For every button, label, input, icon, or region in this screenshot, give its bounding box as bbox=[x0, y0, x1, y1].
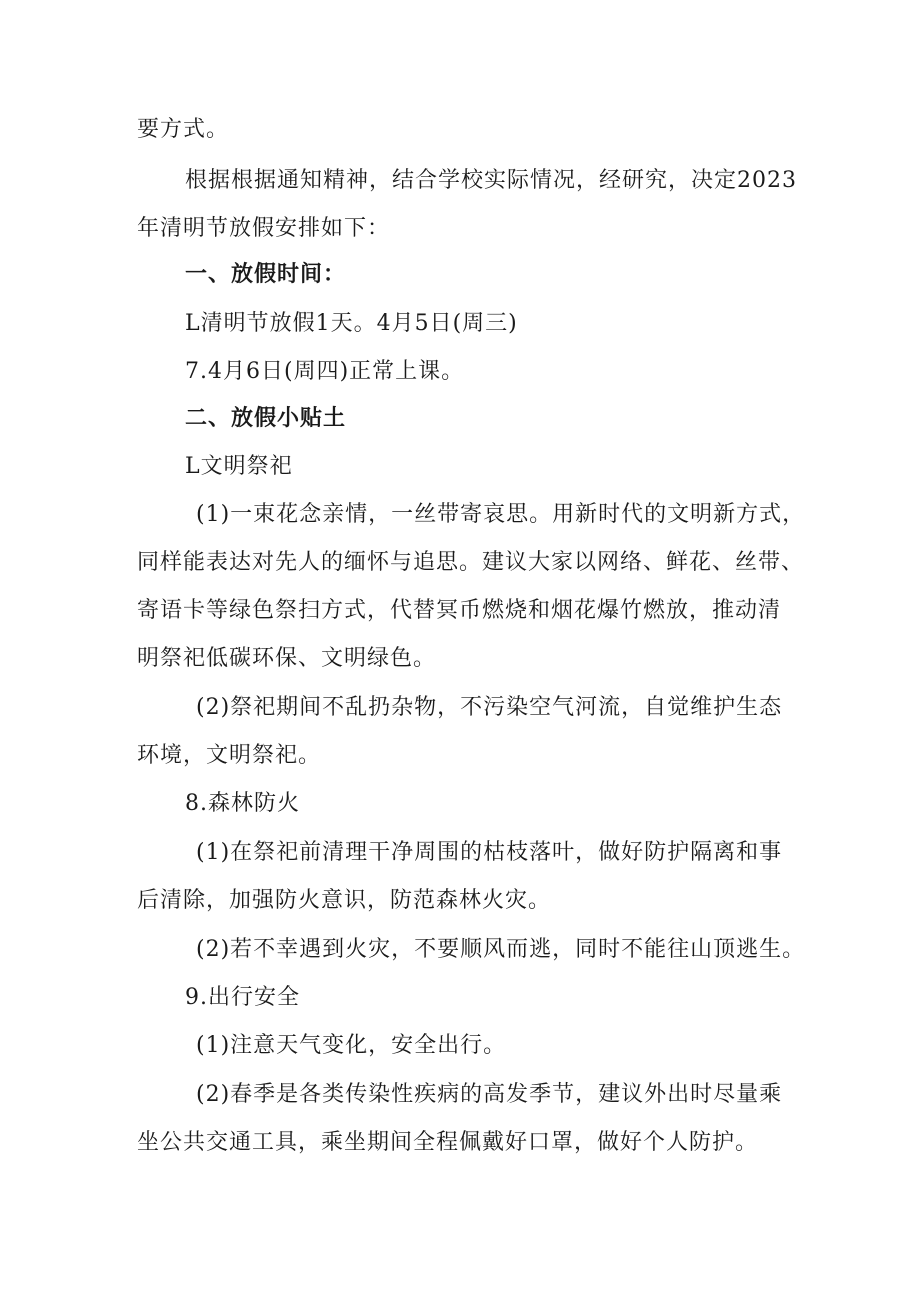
subsection-heading: L文明祭祀 bbox=[185, 454, 293, 479]
paragraph-line: (1)在祭祀前清理干净周围的枯枝落叶，做好防护隔离和事 bbox=[196, 840, 783, 865]
paragraph-line: (1)一束花念亲情，一丝带寄哀思。用新时代的文明新方式， bbox=[196, 502, 806, 527]
paragraph-line: 后清除，加强防火意识，防范森林火灾。 bbox=[137, 888, 552, 913]
paragraph-line: 寄语卡等绿色祭扫方式，代替冥币燃烧和烟花爆竹燃放，推动清 bbox=[137, 598, 782, 623]
paragraph-line: 环境，文明祭祀。 bbox=[137, 743, 322, 768]
list-item: L清明节放假1天。4月5日(周三) bbox=[185, 311, 518, 336]
paragraph-line: (2)若不幸遇到火灾，不要顺风而逃，同时不能往山顶逃生。 bbox=[196, 937, 806, 962]
section-heading-holiday-tips: 二、放假小贴土 bbox=[185, 406, 347, 431]
paragraph-line: 要方式。 bbox=[137, 117, 230, 142]
paragraph-line: 明祭祀低碳环保、文明绿色。 bbox=[137, 646, 437, 671]
paragraph-line: (1)注意天气变化，安全出行。 bbox=[196, 1033, 507, 1058]
paragraph-line: (2)春季是各类传染性疾病的高发季节，建议外出时尽量乘 bbox=[196, 1082, 783, 1107]
paragraph-line: 根据根据通知精神，结合学校实际情况，经研究，决定2023 bbox=[185, 168, 797, 193]
paragraph-line: 同样能表达对先人的缅怀与追思。建议大家以网络、鲜花、丝带、 bbox=[137, 550, 805, 575]
section-heading-holiday-time: 一、放假时间： bbox=[185, 262, 347, 287]
paragraph-line: 年清明节放假安排如下： bbox=[137, 216, 391, 241]
list-item: 7.4月6日(周四)正常上课。 bbox=[185, 359, 465, 384]
paragraph-line: 坐公共交通工具，乘坐期间全程佩戴好口罩，做好个人防护。 bbox=[137, 1130, 759, 1155]
subsection-heading: 9.出行安全 bbox=[185, 985, 300, 1010]
subsection-heading: 8.森林防火 bbox=[185, 791, 300, 816]
paragraph-line: (2)祭祀期间不乱扔杂物，不污染空气河流，自觉维护生态 bbox=[196, 695, 783, 720]
